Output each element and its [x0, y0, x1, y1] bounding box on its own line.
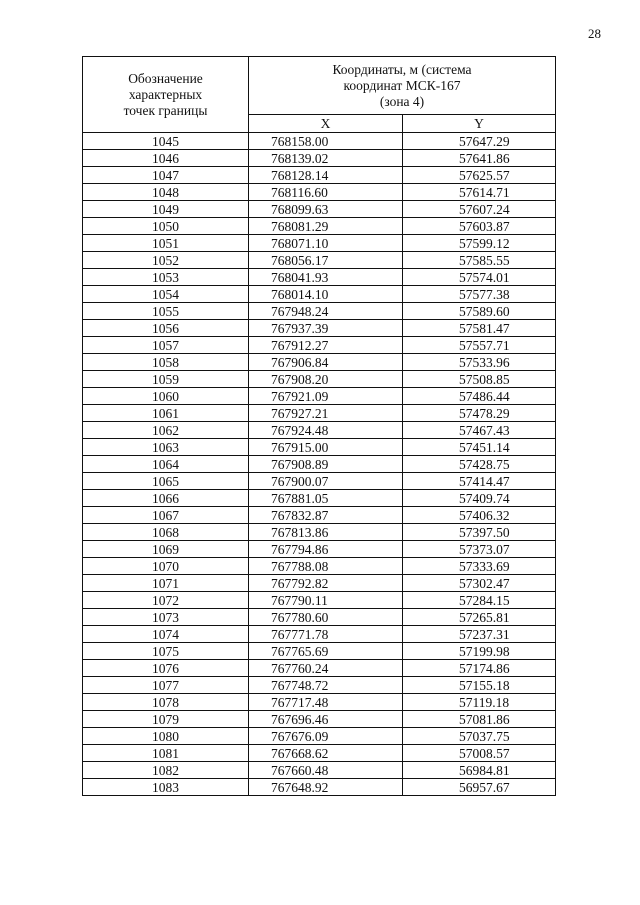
table-row	[83, 694, 556, 711]
x-coordinate-cell: 767937.39	[249, 320, 403, 337]
table-row	[83, 779, 556, 796]
point-id-cell: 1072	[83, 592, 249, 609]
y-coordinate-cell: 57589.60	[403, 303, 556, 320]
table-row	[83, 388, 556, 405]
point-id-cell: 1079	[83, 711, 249, 728]
x-coordinate-cell: 768056.17	[249, 252, 403, 269]
table-row	[83, 524, 556, 541]
table-row	[83, 643, 556, 660]
point-id-cell: 1069	[83, 541, 249, 558]
x-coordinate-cell: 767788.08	[249, 558, 403, 575]
y-coordinate-cell: 57486.44	[403, 388, 556, 405]
x-coordinate-cell: 767765.69	[249, 643, 403, 660]
x-coordinate-cell: 768139.02	[249, 150, 403, 167]
y-coordinate-cell: 57406.32	[403, 507, 556, 524]
table-row	[83, 541, 556, 558]
y-coordinate-cell: 57557.71	[403, 337, 556, 354]
point-id-cell: 1074	[83, 626, 249, 643]
point-id-cell: 1059	[83, 371, 249, 388]
x-coordinate-cell: 767696.46	[249, 711, 403, 728]
point-id-cell: 1050	[83, 218, 249, 235]
y-coordinate-cell: 57625.57	[403, 167, 556, 184]
point-id-cell: 1073	[83, 609, 249, 626]
table-row	[83, 320, 556, 337]
point-id-cell: 1051	[83, 235, 249, 252]
x-coordinate-cell: 767813.86	[249, 524, 403, 541]
table-row	[83, 507, 556, 524]
point-id-cell: 1062	[83, 422, 249, 439]
table-row	[83, 201, 556, 218]
point-id-cell: 1047	[83, 167, 249, 184]
x-coordinate-cell: 767648.92	[249, 779, 403, 796]
point-id-cell: 1083	[83, 779, 249, 796]
table-row	[83, 422, 556, 439]
x-coordinate-cell: 767780.60	[249, 609, 403, 626]
x-coordinate-cell: 767832.87	[249, 507, 403, 524]
x-coordinate-cell: 767906.84	[249, 354, 403, 371]
x-coordinate-cell: 767924.48	[249, 422, 403, 439]
point-id-cell: 1053	[83, 269, 249, 286]
y-coordinate-cell: 57174.86	[403, 660, 556, 677]
point-id-cell: 1078	[83, 694, 249, 711]
y-coordinate-cell: 57237.31	[403, 626, 556, 643]
y-coordinate-cell: 57081.86	[403, 711, 556, 728]
x-coordinate-cell: 767908.89	[249, 456, 403, 473]
point-id-cell: 1055	[83, 303, 249, 320]
x-coordinate-cell: 768081.29	[249, 218, 403, 235]
y-coordinate-cell: 57451.14	[403, 439, 556, 456]
y-coordinate-cell: 57397.50	[403, 524, 556, 541]
y-coordinate-cell: 57414.47	[403, 473, 556, 490]
point-id-cell: 1058	[83, 354, 249, 371]
x-coordinate-cell: 767881.05	[249, 490, 403, 507]
x-coordinate-cell: 767748.72	[249, 677, 403, 694]
table-row	[83, 303, 556, 320]
point-id-cell: 1064	[83, 456, 249, 473]
table-row	[83, 405, 556, 422]
y-coordinate-cell: 57574.01	[403, 269, 556, 286]
x-coordinate-cell: 767794.86	[249, 541, 403, 558]
table-row	[83, 439, 556, 456]
point-id-cell: 1046	[83, 150, 249, 167]
point-id-cell: 1052	[83, 252, 249, 269]
point-id-cell: 1071	[83, 575, 249, 592]
x-coordinate-cell: 768014.10	[249, 286, 403, 303]
y-coordinate-cell: 57614.71	[403, 184, 556, 201]
table-row	[83, 677, 556, 694]
point-id-cell: 1065	[83, 473, 249, 490]
y-coordinate-cell: 57373.07	[403, 541, 556, 558]
x-coordinate-cell: 767660.48	[249, 762, 403, 779]
y-coordinate-cell: 56984.81	[403, 762, 556, 779]
point-id-cell: 1081	[83, 745, 249, 762]
point-id-cell: 1061	[83, 405, 249, 422]
table-row	[83, 728, 556, 745]
y-coordinate-cell: 57581.47	[403, 320, 556, 337]
x-axis-header: X	[249, 115, 403, 133]
x-coordinate-cell: 767676.09	[249, 728, 403, 745]
table-row	[83, 490, 556, 507]
point-id-cell: 1056	[83, 320, 249, 337]
y-coordinate-cell: 57607.24	[403, 201, 556, 218]
x-coordinate-cell: 768116.60	[249, 184, 403, 201]
coordinates-label: Координаты, м (система координат МСК-167 (зона 4)	[332, 61, 472, 109]
point-id-cell: 1045	[83, 133, 249, 150]
y-coordinate-cell: 57577.38	[403, 286, 556, 303]
y-coordinate-cell: 57428.75	[403, 456, 556, 473]
x-coordinate-cell: 767717.48	[249, 694, 403, 711]
y-coordinate-cell: 57008.57	[403, 745, 556, 762]
table-row	[83, 609, 556, 626]
y-coordinate-cell: 57533.96	[403, 354, 556, 371]
table-row	[83, 354, 556, 371]
point-designation-label	[116, 70, 216, 118]
point-designation-header	[83, 57, 249, 133]
x-coordinate-cell: 767790.11	[249, 592, 403, 609]
y-coordinate-cell: 57641.86	[403, 150, 556, 167]
point-id-cell: 1075	[83, 643, 249, 660]
x-coordinate-cell: 767760.24	[249, 660, 403, 677]
table-row	[83, 184, 556, 201]
table-row	[83, 575, 556, 592]
y-coordinate-cell: 57302.47	[403, 575, 556, 592]
table-body	[83, 133, 556, 796]
x-coordinate-cell: 767900.07	[249, 473, 403, 490]
y-coordinate-cell: 57478.29	[403, 405, 556, 422]
point-id-cell: 1076	[83, 660, 249, 677]
table-row	[83, 626, 556, 643]
y-coordinate-cell: 57037.75	[403, 728, 556, 745]
y-coordinate-cell: 57333.69	[403, 558, 556, 575]
point-id-cell: 1049	[83, 201, 249, 218]
table-row	[83, 711, 556, 728]
x-coordinate-cell: 767912.27	[249, 337, 403, 354]
table-row	[83, 558, 556, 575]
y-coordinate-cell: 57467.43	[403, 422, 556, 439]
y-coordinate-cell: 57119.18	[403, 694, 556, 711]
x-coordinate-cell: 767792.82	[249, 575, 403, 592]
y-coordinate-cell: 57585.55	[403, 252, 556, 269]
x-coordinate-cell: 767908.20	[249, 371, 403, 388]
point-id-cell: 1048	[83, 184, 249, 201]
table-row	[83, 371, 556, 388]
y-coordinate-cell: 57199.98	[403, 643, 556, 660]
x-coordinate-cell: 767771.78	[249, 626, 403, 643]
x-coordinate-cell: 768041.93	[249, 269, 403, 286]
y-coordinate-cell: 57599.12	[403, 235, 556, 252]
x-coordinate-cell: 767921.09	[249, 388, 403, 405]
table-row	[83, 660, 556, 677]
y-coordinate-cell: 57409.74	[403, 490, 556, 507]
y-coordinate-cell: 57603.87	[403, 218, 556, 235]
page-number: 28	[588, 26, 601, 41]
table-row	[83, 473, 556, 490]
y-coordinate-cell: 57265.81	[403, 609, 556, 626]
point-id-cell: 1054	[83, 286, 249, 303]
point-id-cell: 1063	[83, 439, 249, 456]
table-row	[83, 133, 556, 150]
coordinates-header	[249, 57, 556, 115]
y-axis-header: Y	[403, 115, 556, 133]
point-id-cell: 1077	[83, 677, 249, 694]
table-row	[83, 286, 556, 303]
point-id-cell: 1067	[83, 507, 249, 524]
table-row	[83, 167, 556, 184]
y-coordinate-cell: 56957.67	[403, 779, 556, 796]
y-coordinate-cell: 57155.18	[403, 677, 556, 694]
table-row	[83, 592, 556, 609]
table-row	[83, 269, 556, 286]
point-id-cell: 1080	[83, 728, 249, 745]
point-id-cell: 1066	[83, 490, 249, 507]
table-row	[83, 337, 556, 354]
point-id-cell: 1060	[83, 388, 249, 405]
y-coordinate-cell: 57508.85	[403, 371, 556, 388]
x-coordinate-cell: 768128.14	[249, 167, 403, 184]
y-coordinate-cell: 57284.15	[403, 592, 556, 609]
point-id-cell: 1057	[83, 337, 249, 354]
table-row	[83, 235, 556, 252]
coordinates-table	[82, 56, 556, 796]
x-coordinate-cell: 768071.10	[249, 235, 403, 252]
table-header	[83, 57, 556, 133]
point-label-text: Обозначение характерных точек границы	[123, 70, 208, 118]
table-row	[83, 762, 556, 779]
table-row	[83, 456, 556, 473]
table-row	[83, 745, 556, 762]
point-id-cell: 1082	[83, 762, 249, 779]
y-coordinate-cell: 57647.29	[403, 133, 556, 150]
x-coordinate-cell: 767948.24	[249, 303, 403, 320]
point-id-cell: 1070	[83, 558, 249, 575]
point-id-cell: 1068	[83, 524, 249, 541]
table-row	[83, 218, 556, 235]
x-coordinate-cell: 768158.00	[249, 133, 403, 150]
x-coordinate-cell: 767668.62	[249, 745, 403, 762]
x-coordinate-cell: 767915.00	[249, 439, 403, 456]
x-coordinate-cell: 768099.63	[249, 201, 403, 218]
table-row	[83, 252, 556, 269]
x-coordinate-cell: 767927.21	[249, 405, 403, 422]
table-row	[83, 150, 556, 167]
